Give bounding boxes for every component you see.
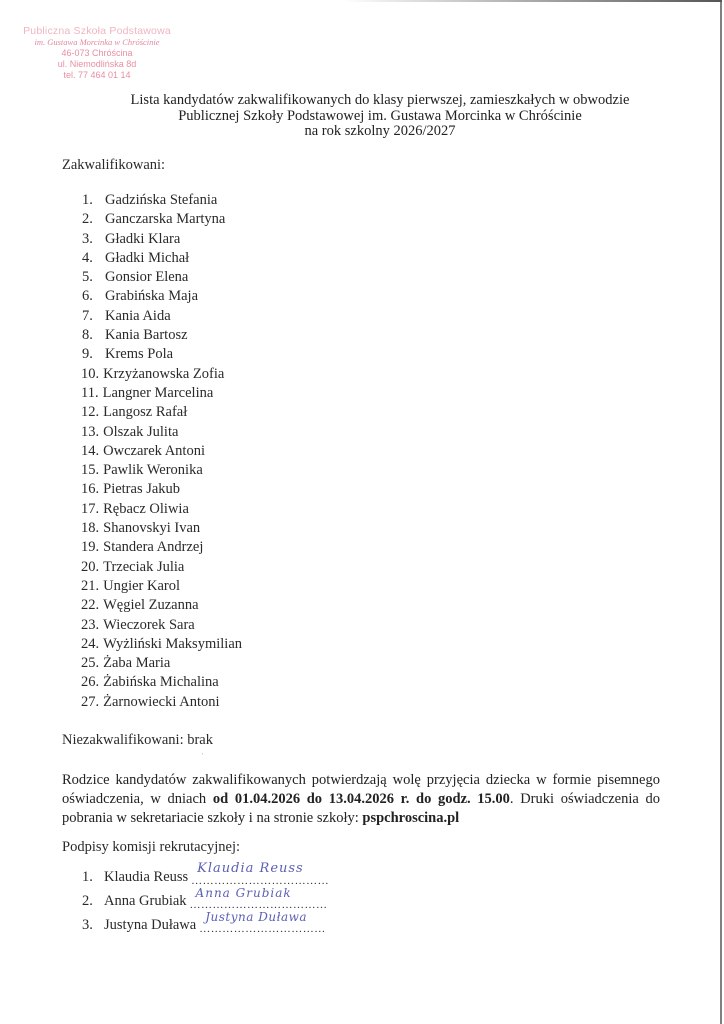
committee-member-row bbox=[82, 910, 439, 934]
candidate-name: Langosz Rafał bbox=[103, 404, 188, 421]
not-qualified-heading: Niezakwalifikowani: brak bbox=[62, 732, 213, 748]
candidate-list-item bbox=[82, 326, 242, 345]
candidate-name: Krems Pola bbox=[105, 346, 174, 363]
candidate-name: Langner Marcelina bbox=[102, 384, 214, 401]
member-number: 2. bbox=[82, 893, 93, 909]
candidate-number: 13. bbox=[81, 423, 100, 440]
notice-deadline: od 01.04.2026 do 13.04.2026 r. do godz. 15.00 bbox=[212, 791, 510, 807]
member-name: Klaudia Reuss bbox=[104, 869, 189, 885]
candidate-number: 4. bbox=[82, 249, 93, 266]
candidate-list-item bbox=[82, 307, 242, 326]
candidate-number: 26. bbox=[81, 674, 100, 691]
candidate-list-item bbox=[82, 345, 242, 364]
candidate-number: 6. bbox=[82, 288, 93, 305]
candidate-name: Kania Bartosz bbox=[105, 327, 188, 344]
candidate-number: 10. bbox=[81, 365, 100, 382]
candidate-number: 24. bbox=[81, 635, 100, 652]
scan-edge-top bbox=[342, 0, 722, 2]
candidate-name: Shanovskyi Ivan bbox=[103, 520, 201, 537]
committee-member-row bbox=[82, 862, 439, 886]
candidate-number: 8. bbox=[82, 327, 93, 344]
candidate-name: Krzyżanowska Zofia bbox=[103, 365, 225, 382]
signatures-heading: Podpisy komisji rekrutacyjnej: bbox=[62, 839, 241, 855]
notice-text-1: Rodzice kandydatów zakwalifikowanych potwierdzają wolę przyjęcia dziecka w formie pisemnego oświadczenia, w dniach bbox=[62, 772, 660, 807]
candidate-name: Olszak Julita bbox=[103, 423, 179, 440]
candidate-number: 1. bbox=[82, 192, 93, 208]
candidate-name: Żaba Maria bbox=[103, 655, 171, 672]
signatures-list bbox=[82, 862, 439, 934]
candidate-name: Gładki Michał bbox=[105, 249, 190, 266]
candidate-name: Trzeciak Julia bbox=[103, 558, 185, 575]
candidate-name: Wyżliński Maksymilian bbox=[103, 635, 243, 652]
candidate-number: 12. bbox=[81, 404, 100, 421]
signature-line: ……………………………… bbox=[191, 876, 330, 886]
document-title bbox=[60, 93, 700, 140]
handwritten-signature: Justyna Duława bbox=[205, 910, 308, 924]
scan-speck: ˈ bbox=[201, 752, 204, 761]
candidate-number: 19. bbox=[81, 539, 100, 556]
member-name: Justyna Duława bbox=[104, 917, 197, 933]
candidate-number: 17. bbox=[81, 500, 100, 517]
title-line-1: Lista kandydatów zakwalifikowanych do klasy pierwszej, zamieszkałych w obwodzie bbox=[130, 92, 630, 108]
candidate-list-item bbox=[81, 384, 242, 403]
candidate-name: Pawlik Weronika bbox=[103, 462, 203, 479]
candidate-list-item bbox=[81, 654, 242, 673]
candidate-number: 2. bbox=[82, 211, 93, 228]
candidate-list-item bbox=[81, 403, 242, 422]
candidate-list-item bbox=[81, 461, 242, 480]
signature-line: …………………………… bbox=[199, 924, 326, 934]
candidate-name: Gadzińska Stefania bbox=[105, 192, 218, 208]
candidate-number: 25. bbox=[81, 655, 100, 672]
signature-slot bbox=[190, 886, 430, 910]
candidate-number: 11. bbox=[81, 384, 99, 401]
candidate-list-item bbox=[81, 673, 242, 692]
candidate-name: Standera Andrzej bbox=[103, 539, 204, 556]
stamp-line-postcode: 46-073 Chróścina bbox=[61, 48, 133, 58]
candidate-name: Ungier Karol bbox=[103, 577, 181, 594]
candidate-name: Wieczorek Sara bbox=[103, 616, 195, 633]
candidate-name: Gładki Klara bbox=[105, 230, 181, 247]
candidate-name: Ganczarska Martyna bbox=[105, 211, 226, 228]
signature-line: ……………………………… bbox=[189, 900, 328, 910]
signature-slot bbox=[199, 910, 439, 934]
candidate-name: Żabińska Michalina bbox=[103, 674, 219, 691]
member-number: 1. bbox=[82, 869, 93, 885]
notice-text-2: . Druki oświadczenia do pobrania w sekretariacie szkoły i na stronie szkoły: bbox=[62, 791, 660, 826]
candidate-list-item bbox=[82, 287, 242, 306]
candidate-list-item bbox=[81, 635, 242, 654]
candidate-number: 18. bbox=[81, 520, 100, 537]
candidate-number: 3. bbox=[82, 230, 93, 247]
candidate-name: Pietras Jakub bbox=[103, 481, 181, 498]
scan-edge-right bbox=[720, 0, 722, 1024]
handwritten-signature: Anna Grubiak bbox=[195, 886, 292, 900]
candidate-name: Węgiel Zuzanna bbox=[103, 597, 199, 614]
candidate-list-item bbox=[81, 616, 242, 635]
candidate-number: 20. bbox=[81, 558, 100, 575]
stamp-line-school: Publiczna Szkoła Podstawowa bbox=[23, 25, 171, 37]
candidate-list-item bbox=[82, 268, 242, 287]
qualified-list bbox=[82, 191, 242, 712]
candidate-number: 16. bbox=[81, 481, 100, 498]
candidate-number: 9. bbox=[82, 346, 93, 363]
stamp-line-street: ul. Niemodlińska 8d bbox=[57, 59, 137, 69]
candidate-name: Owczarek Antoni bbox=[103, 442, 205, 459]
member-number: 3. bbox=[82, 917, 93, 933]
stamp-line-phone: tel. 77 464 01 14 bbox=[63, 70, 131, 80]
candidate-list-item bbox=[81, 500, 242, 519]
school-stamp bbox=[12, 26, 182, 81]
candidate-name: Grabińska Maja bbox=[105, 288, 199, 305]
school-website: pspchroscina.pl bbox=[362, 810, 460, 826]
handwritten-signature: Klaudia Reuss bbox=[197, 862, 304, 876]
qualified-heading: Zakwalifikowani: bbox=[62, 157, 166, 173]
candidate-name: Rębacz Oliwia bbox=[103, 500, 189, 517]
candidate-list-item bbox=[81, 693, 242, 712]
candidate-list-item bbox=[81, 365, 242, 384]
committee-member-row bbox=[82, 886, 439, 910]
member-name: Anna Grubiak bbox=[104, 893, 187, 909]
notice-paragraph bbox=[62, 771, 660, 828]
candidate-list-item bbox=[81, 423, 242, 442]
candidate-list-item bbox=[81, 596, 242, 615]
candidate-list-item bbox=[81, 519, 242, 538]
candidate-number: 5. bbox=[82, 269, 93, 286]
candidate-number: 23. bbox=[81, 616, 100, 633]
candidate-list-item bbox=[82, 210, 242, 229]
candidate-list-item bbox=[82, 230, 242, 249]
stamp-line-patron: im. Gustawa Morcinka w Chróścinie bbox=[34, 37, 160, 47]
candidate-number: 27. bbox=[81, 693, 100, 710]
candidate-number: 21. bbox=[81, 577, 100, 594]
candidate-list-item bbox=[81, 480, 242, 499]
candidate-name: Żarnowiecki Antoni bbox=[103, 693, 220, 710]
candidate-list-item bbox=[82, 191, 242, 210]
candidate-list-item bbox=[81, 442, 242, 461]
title-line-3: na rok szkolny 2026/2027 bbox=[304, 123, 456, 139]
candidate-name: Kania Aida bbox=[105, 307, 171, 324]
title-line-2: Publicznej Szkoły Podstawowej im. Gustawa Morcinka w Chróścinie bbox=[178, 107, 582, 124]
candidate-list-item bbox=[81, 538, 242, 557]
candidate-number: 7. bbox=[82, 307, 93, 324]
candidate-number: 22. bbox=[81, 597, 100, 614]
candidate-number: 15. bbox=[81, 462, 100, 479]
candidate-number: 14. bbox=[81, 442, 100, 459]
candidate-name: Gonsior Elena bbox=[105, 269, 189, 286]
candidate-list-item bbox=[81, 558, 242, 577]
candidate-list-item bbox=[82, 249, 242, 268]
signature-slot bbox=[191, 862, 431, 886]
candidate-list-item bbox=[81, 577, 242, 596]
